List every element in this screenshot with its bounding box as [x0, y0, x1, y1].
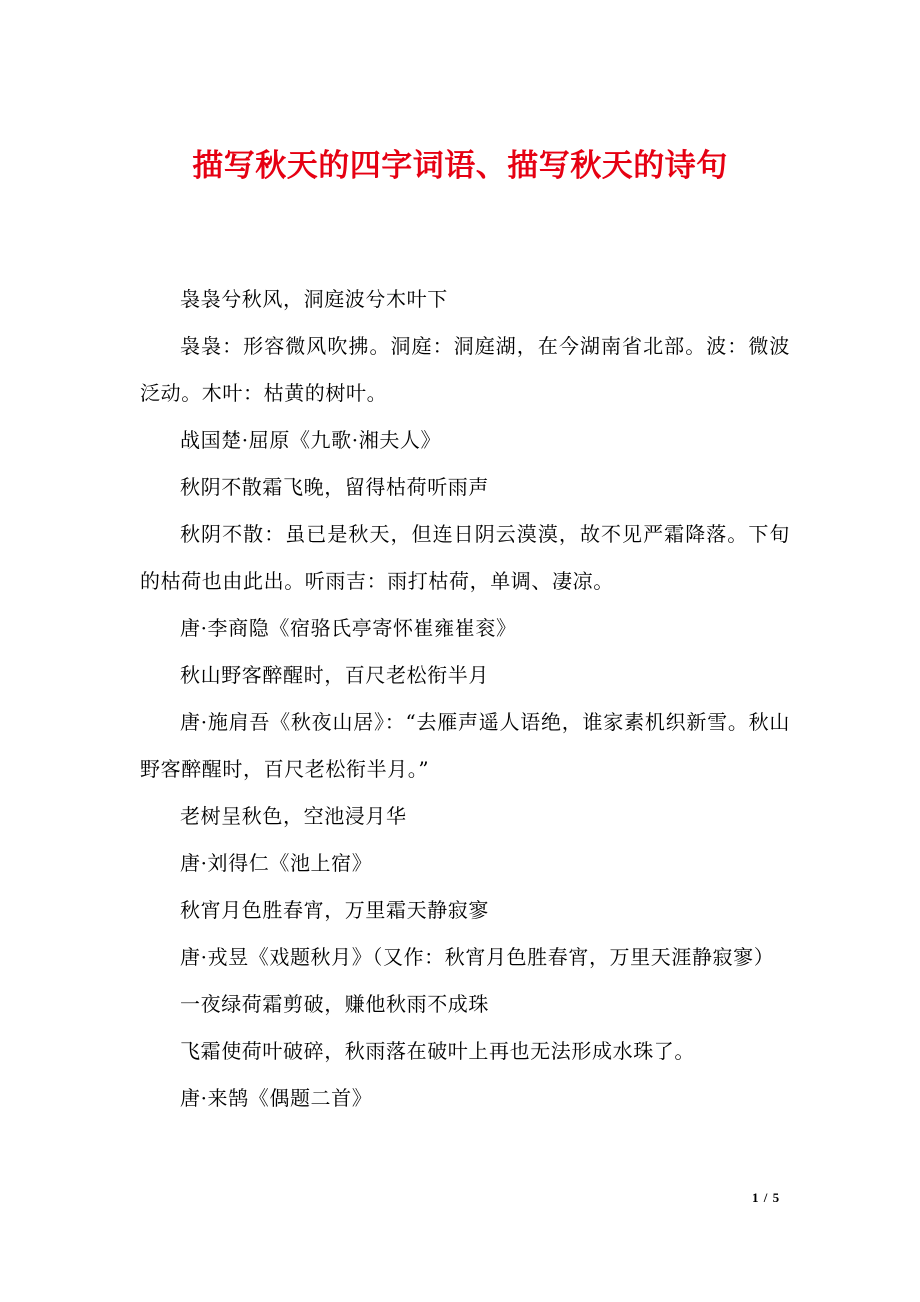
- document-body: [140, 276, 790, 1122]
- paragraph: 袅袅兮秋风，洞庭波兮木叶下: [180, 287, 448, 311]
- paragraph: 秋阴不散霜飞晚，留得枯荷听雨声: [180, 475, 489, 499]
- paragraph: 唐·来鹄《偶题二首》: [180, 1086, 373, 1110]
- paragraph: 秋山野客醉醒时，百尺老松衔半月: [180, 663, 489, 687]
- paragraph: 秋宵月色胜春宵，万里霜天静寂寥: [180, 898, 489, 922]
- paragraph: 秋阴不散：虽已是秋天，但连日阴云漠漠，故不见严霜降落。下旬的枯荷也由此出。听雨吉：雨打枯荷，单调、凄凉。: [140, 522, 790, 593]
- paragraph: 唐·戎昱《戏题秋月》（又作：秋宵月色胜春宵，万里天涯静寂寥）: [180, 945, 775, 969]
- paragraph: 袅袅：形容微风吹拂。洞庭：洞庭湖，在今湖南省北部。波：微波泛动。木叶：枯黄的树叶。: [140, 334, 790, 405]
- paragraph: 唐·施肩吾《秋夜山居》：“去雁声遥人语绝，谁家素机织新雪。秋山野客醉醒时，百尺老松衔半月。”: [140, 710, 790, 781]
- paragraph: 飞霜使荷叶破碎，秋雨落在破叶上再也无法形成水珠了。: [180, 1039, 695, 1063]
- paragraph: 唐·李商隐《宿骆氏亭寄怀崔雍崔衮》: [180, 616, 517, 640]
- paragraph: 唐·刘得仁《池上宿》: [180, 851, 373, 875]
- paragraph: 战国楚·屈原《九歌·湘夫人》: [180, 428, 442, 452]
- paragraph: 老树呈秋色，空池浸月华: [180, 804, 407, 828]
- paragraph: 一夜绿荷霜剪破，赚他秋雨不成珠: [180, 992, 489, 1016]
- document-title: 描写秋天的四字词语、描写秋天的诗句: [192, 148, 728, 184]
- page-number: 1 / 5: [752, 1190, 781, 1205]
